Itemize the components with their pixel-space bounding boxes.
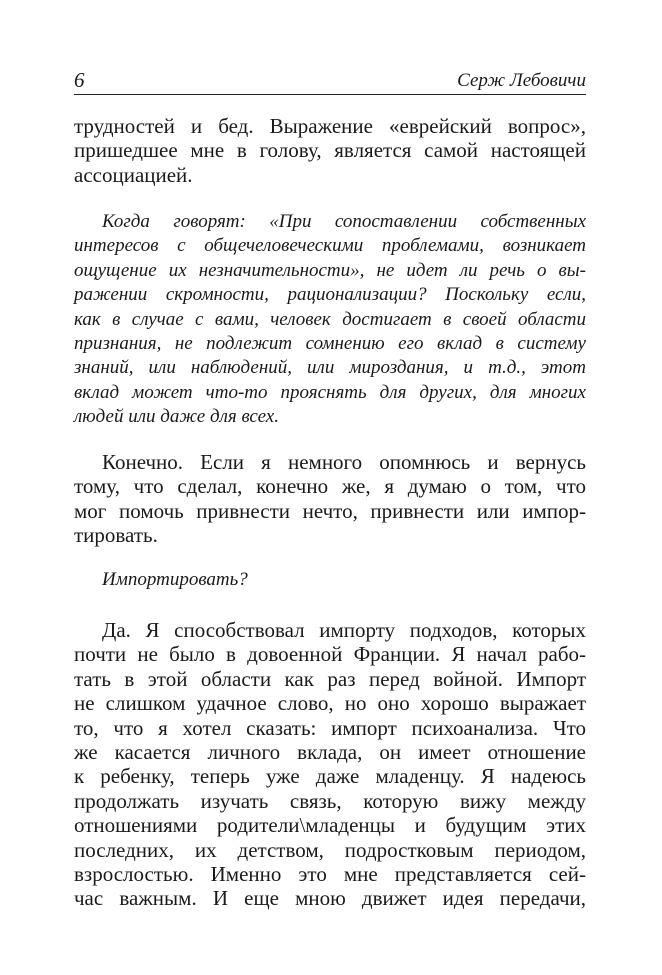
text-line: вклад может что-то прояснять для других, для многих — [74, 381, 586, 403]
text-line: ражении скромности, рационализации? Поскольку если, — [74, 284, 586, 306]
text-line: последних, их детством, подростковым периодом, — [74, 837, 586, 862]
text-line: интересов с общечеловеческими проблемами, возникает — [74, 235, 586, 257]
answer-paragraph-2 — [74, 618, 586, 911]
text-line: к ребенку, теперь уже даже младенцу. Я надеюсь — [74, 764, 586, 789]
text-line: час важным. И еще мною движет идея передачи, — [74, 886, 586, 911]
text-line: тировать. — [74, 523, 158, 548]
text-line: то, что я хотел сказать: импорт психоанализа. Что — [74, 715, 586, 740]
text-line: людей или даже для всех. — [74, 406, 279, 428]
text-line: признания, не подлежит сомнению его вклад в систему — [74, 333, 586, 355]
text-line: отношениями родители\младенцы и будущим этих — [74, 813, 586, 838]
text-line: мог помочь привнести нечто, привнести или импор- — [74, 498, 586, 523]
answer-paragraph-1 — [74, 450, 586, 548]
text-line: не слишком удачное слово, но оно хорошо выражает — [74, 691, 586, 716]
text-line: Конечно. Если я немного опомнюсь и вернусь — [102, 450, 586, 474]
text-line: пришедшее мне в голову, является самой настоящей — [74, 138, 586, 163]
running-head-author: Серж Лебовичи — [457, 70, 586, 91]
question-paragraph-1 — [74, 210, 586, 430]
text-line: ассоциацией. — [74, 162, 193, 187]
text-line: тать в этой области как раз перед войной. Импорт — [74, 666, 586, 691]
text-line: же касается личного вклада, он имеет отношение — [74, 740, 586, 765]
text-line: Импортировать? — [102, 569, 248, 590]
text-line: почти не было в довоенной Франции. Я начал рабо- — [74, 642, 586, 667]
running-header — [74, 66, 586, 95]
text-line: Когда говорят: «При сопоставлении собственных — [102, 211, 586, 232]
text-line: Да. Я способствовал импорту подходов, которых — [102, 618, 586, 642]
question-paragraph-2 — [74, 568, 586, 592]
text-line: тому, что сделал, конечно же, я думаю о том, что — [74, 474, 586, 499]
text-line: знаний, или наблюдений, или мироздания, и т.д., этот — [74, 357, 586, 379]
text-line: трудностей и бед. Выражение «еврейский вопрос», — [74, 114, 586, 138]
text-line: как в случае с вами, человек достигает в своей области — [74, 308, 586, 330]
text-line: взрослостью. Именно это мне представляется сей- — [74, 862, 586, 887]
text-line: продолжать изучать связь, которую вижу между — [74, 788, 586, 813]
text-line: ощущение их незначительности», не идет ли речь о вы- — [74, 259, 586, 281]
paragraph-1 — [74, 114, 586, 187]
page-number: 6 — [74, 68, 85, 92]
